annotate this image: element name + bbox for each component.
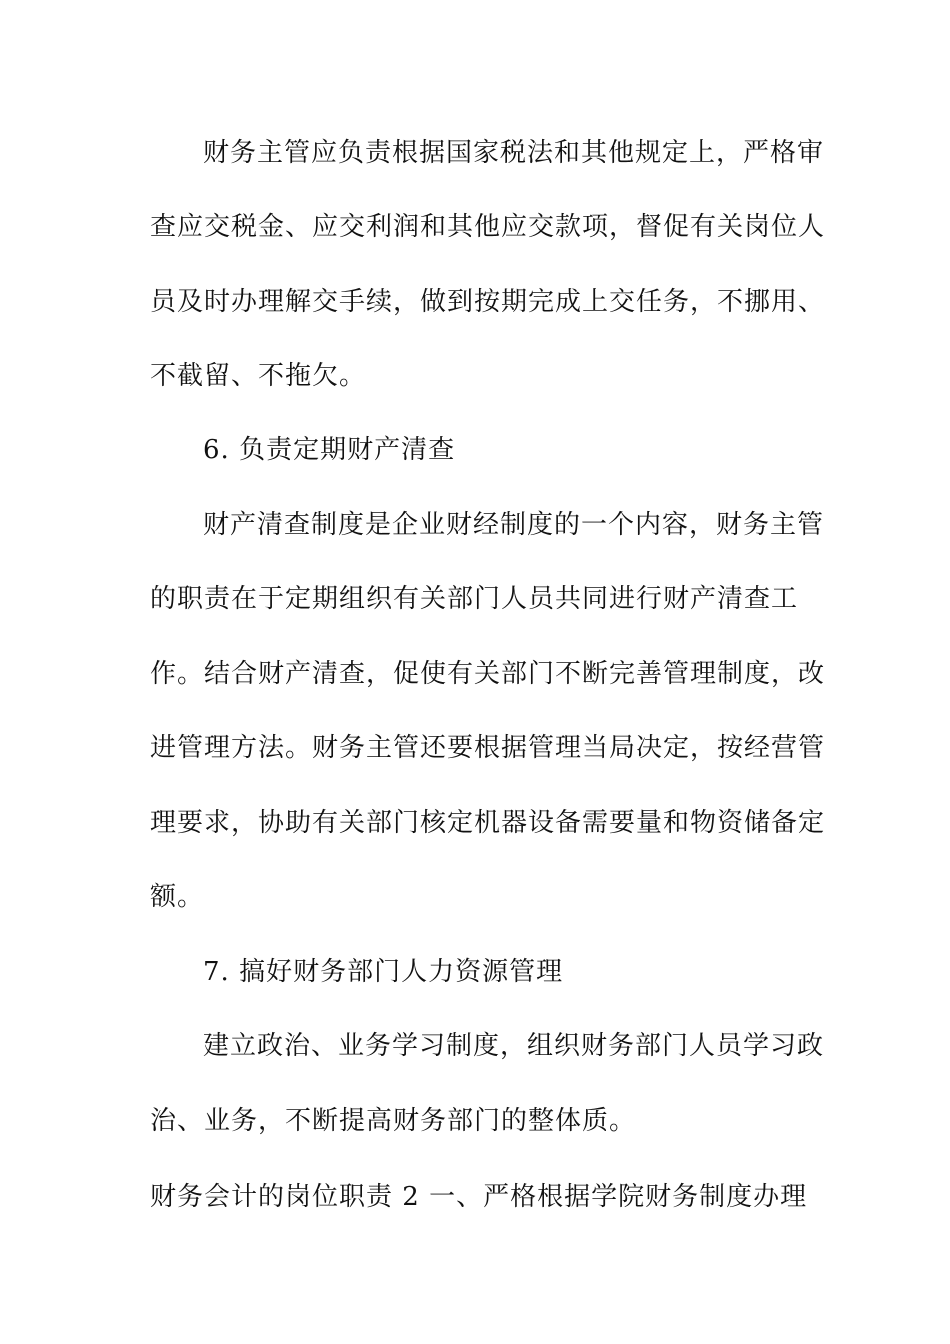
section-title-line: 财务会计的岗位职责 2 一、严格根据学院财务制度办理 bbox=[150, 1182, 808, 1212]
section-heading: 7. 搞好财务部门人力资源管理 bbox=[203, 957, 564, 987]
paragraph-line: 额。 bbox=[150, 882, 205, 912]
paragraph-line: 员及时办理解交手续，做到按期完成上交任务，不挪用、 bbox=[150, 287, 826, 317]
paragraph-line: 建立政治、业务学习制度，组织财务部门人员学习政 bbox=[203, 1031, 825, 1061]
paragraph-line: 财产清查制度是企业财经制度的一个内容，财务主管 bbox=[203, 510, 825, 540]
paragraph-line: 进管理方法。财务主管还要根据管理当局决定，按经营管 bbox=[150, 733, 826, 763]
paragraph-line: 治、业务，不断提高财务部门的整体质。 bbox=[150, 1106, 637, 1136]
paragraph-line: 作。结合财产清查，促使有关部门不断完善管理制度，改 bbox=[150, 659, 826, 689]
paragraph-line: 不截留、不拖欠。 bbox=[150, 361, 367, 391]
paragraph-line: 财务主管应负责根据国家税法和其他规定上，严格审 bbox=[203, 138, 825, 168]
section-heading: 6. 负责定期财产清查 bbox=[203, 435, 456, 465]
paragraph-line: 理要求，协助有关部门核定机器设备需要量和物资储备定 bbox=[150, 808, 826, 838]
paragraph-line: 查应交税金、应交利润和其他应交款项，督促有关岗位人 bbox=[150, 212, 826, 242]
paragraph-line: 的职责在于定期组织有关部门人员共同进行财产清查工 bbox=[150, 584, 799, 614]
